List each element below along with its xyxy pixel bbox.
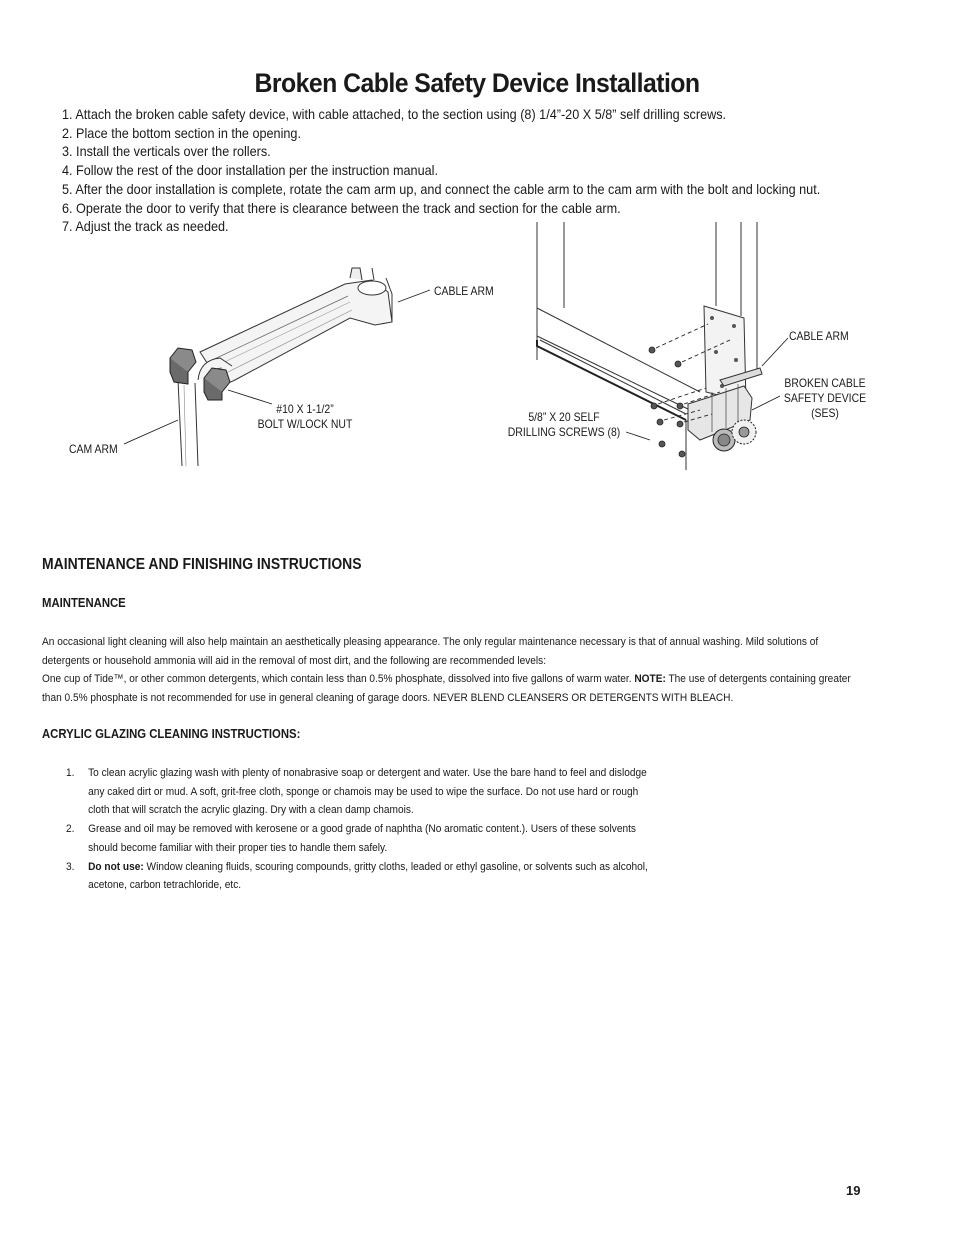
label-screws-line: DRILLING SCREWS (8) (507, 426, 621, 439)
maintenance-heading: MAINTENANCE (42, 596, 126, 610)
step-item: 1. Attach the broken cable safety device, with cable attached, to the section using (8) 1/4”-20 X 5/8” self drilling screws. (62, 107, 727, 122)
list-line: any caked dirt or mud. A soft, grit-free cloth, sponge or chamois may be used to wipe the surface. Do not use hard or rough (88, 785, 639, 798)
section-heading: MAINTENANCE AND FINISHING INSTRUCTIONS (42, 556, 362, 573)
list-line: acetone, carbon tetrachloride, etc. (88, 879, 242, 892)
page-title: Broken Cable Safety Device Installation (254, 68, 700, 98)
step-item: 7. Adjust the track as needed. (62, 219, 229, 235)
list-line: Grease and oil may be removed with kerosene or a good grade of naphtha (No aromatic content.). Users of these solvents (88, 823, 636, 836)
list-item (66, 820, 673, 857)
list-line: To clean acrylic glazing wash with plenty of nonabrasive soap or detergent and water. Use the bare hand to feel and dislodge (88, 767, 647, 779)
list-item (66, 764, 673, 820)
label-screws-line: 5/8” X 20 SELF (528, 411, 600, 424)
list-number: 2. (66, 823, 75, 836)
step-item: 4. Follow the rest of the door installation per the instruction manual. (62, 163, 438, 179)
page-number: 19 (846, 1183, 861, 1198)
step-item: 2. Place the bottom section in the opening. (62, 125, 301, 141)
paragraph-text: The use of detergents containing greater (665, 673, 851, 685)
label-ses (776, 376, 875, 421)
list-text: Window cleaning fluids, scouring compounds, gritty cloths, leaded or ethyl gasoline, or solvents such as alcohol, (143, 860, 648, 873)
list-number: 1. (66, 767, 75, 779)
label-cable-arm-right: CABLE ARM (789, 330, 849, 343)
paragraph-line: detergents or household ammonia will aid in the removal of most dirt, and the following are recommended levels: (42, 654, 547, 667)
acrylic-heading: ACRYLIC GLAZING CLEANING INSTRUCTIONS: (42, 727, 301, 741)
paragraph-line: than 0.5% phosphate is not recommended for use in general cleaning of garage doors. NEVER BLEND CLEANSERS OR DETERGENTS WITH BLEACH. (42, 691, 734, 704)
label-ses-line: SAFETY DEVICE (783, 392, 867, 405)
step-item: 6. Operate the door to verify that there is clearance between the track and section for the cable arm. (62, 200, 621, 216)
label-cam-arm: CAM ARM (69, 443, 118, 456)
list-number: 3. (66, 860, 75, 873)
paragraph-text: One cup of Tide™, or other common detergents, which contain less than 0.5% phosphate, dissolved into five gallons of warm water. (42, 673, 635, 685)
note-label: NOTE: (634, 673, 666, 685)
label-bolt (247, 402, 364, 432)
paragraph-line: An occasional light cleaning will also help maintain an aesthetically pleasing appearance. The only regular maintenance necessary is that of annual washing. Mild solutions of (42, 636, 819, 648)
label-bolt-line: #10 X 1-1/2” (276, 403, 334, 416)
warning-label: Do not use: (88, 860, 144, 873)
maintenance-paragraph-2 (42, 670, 870, 707)
label-screws (503, 410, 625, 440)
acrylic-instructions-list (66, 764, 673, 895)
step-item: 3. Install the verticals over the rollers. (62, 144, 271, 160)
label-ses-line: (SES) (811, 407, 839, 420)
door-section-illustration (490, 216, 890, 486)
label-ses-line: BROKEN CABLE (784, 377, 866, 390)
list-line (88, 858, 673, 877)
list-item (66, 858, 673, 895)
paragraph-line (42, 670, 870, 689)
maintenance-paragraph-1 (42, 633, 870, 670)
label-bolt-line: BOLT W/LOCK NUT (257, 418, 353, 431)
list-line: should become familiar with their proper ties to handle them safely. (88, 841, 388, 854)
step-item: 5. After the door installation is complete, rotate the cam arm up, and connect the cable arm to the cam arm with the bolt and locking nut. (62, 181, 821, 197)
list-line: cloth that will scratch the acrylic glazing. Dry with a clean damp chamois. (88, 804, 414, 817)
label-cable-arm-left: CABLE ARM (434, 285, 494, 298)
